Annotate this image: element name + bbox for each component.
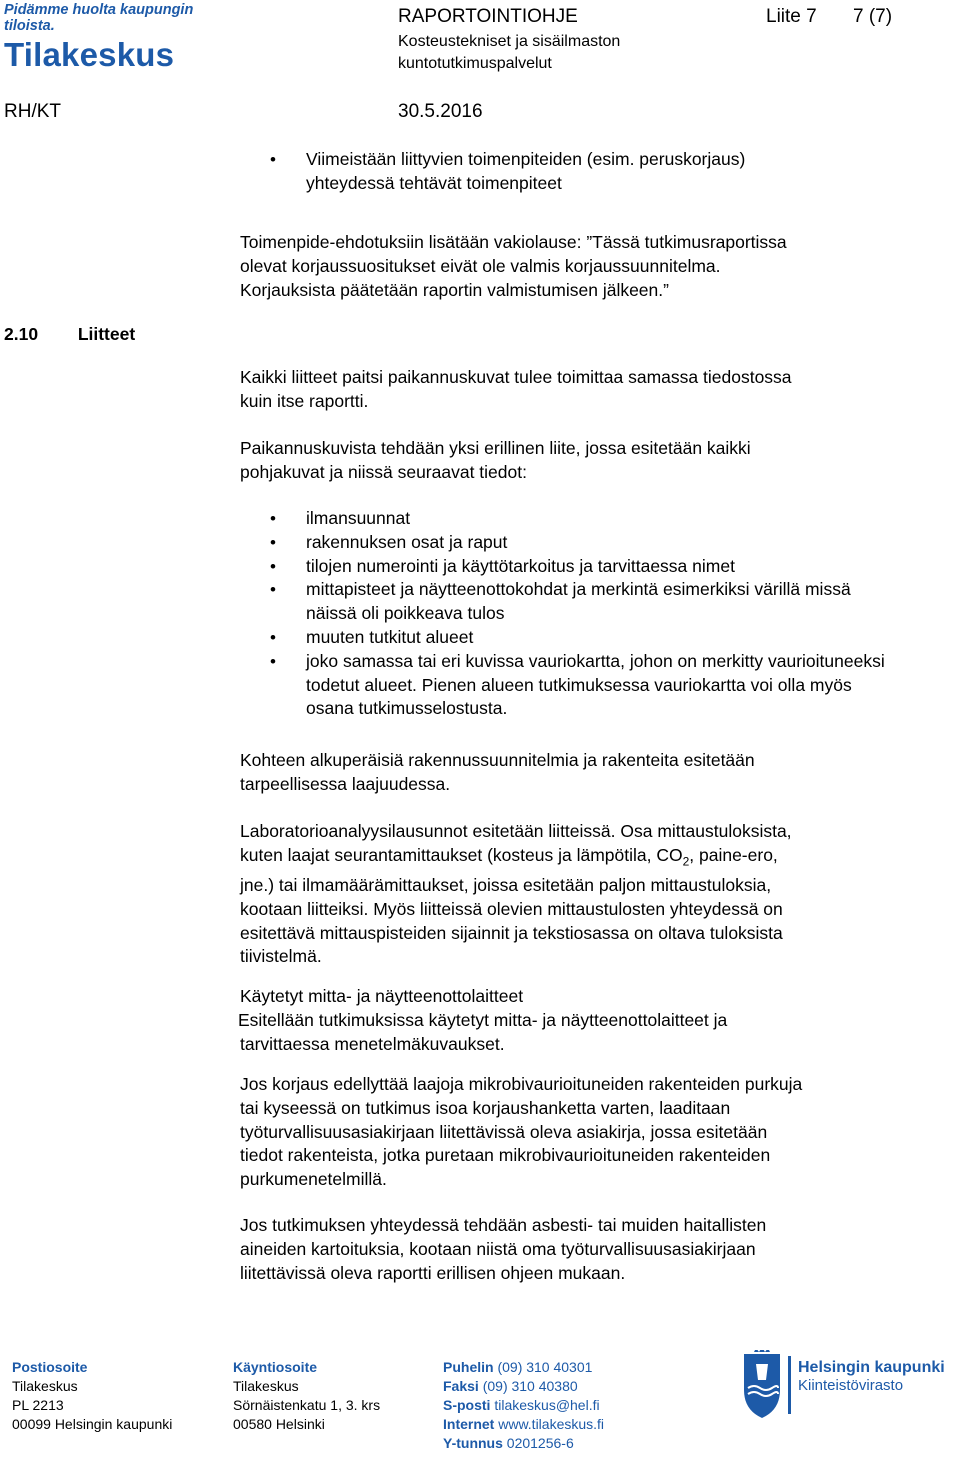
paragraph-kohteen: Kohteen alkuperäisiä rakennussuunnitelmia ja rakenteita esitetään tarpeellisessa laajuudessa.	[240, 750, 755, 794]
footer-contact: Puhelin (09) 310 40301 Faksi (09) 310 40380 S-posti tilakeskus@hel.fi Internet www.tilakeskus.fi Y-tunnus 0201256-6	[443, 1359, 605, 1451]
list-item: • tilojen numerointi ja käyttötarkoitus ja tarvittaessa nimet	[240, 555, 900, 579]
list-item: • mittapisteet ja näytteenottokohdat ja merkintä esimerkiksi värillä missä näissä oli poikkeava tulos	[240, 578, 900, 626]
list-item: • Viimeistään liittyvien toimenpiteiden (esim. peruskorjaus) yhteydessä tehtävät toimenpiteet	[240, 148, 920, 196]
paragraph-kaytetyt: Käytetyt mitta- ja näytteenottolaitteet Esitellään tutkimuksissa käytetyt mitta- ja näytteenottolaitteet ja tarvittaessa menetelmäkuvaukset.	[238, 986, 728, 1054]
paragraph-jos-tutkimuksen: Jos tutkimuksen yhteydessä tehdään asbesti- tai muiden haitallisten aineiden kartoituksia, kootaan niistä oma työturvallisuusasiakirjaan liitettävissä oleva raportti erillisen ohjeen mukaan.	[240, 1215, 767, 1283]
section-number: 2.10	[4, 324, 39, 344]
slogan: Pidämme huolta kaupungin tiloista.	[4, 2, 194, 34]
doc-subtitle-1: Kosteustekniset ja sisäilmaston	[398, 33, 621, 50]
doc-subtitle-2: kuntotutkimuspalvelut	[398, 55, 552, 72]
logo-wordmark: Tilakeskus	[4, 36, 175, 73]
attachment-bullet-list	[240, 507, 900, 721]
paragraph-toimenpide: Toimenpide-ehdotuksiin lisätään vakiolause: ”Tässä tutkimusraportissa olevat korjaussuositukset eivät ole valmis korjaussuunnitelma. Korjauksista päätetään raportin valmistumisen jälkeen.”	[240, 232, 787, 300]
top-bullet-list	[240, 148, 920, 196]
doc-title: RAPORTOINTIOHJE	[398, 6, 578, 27]
section-title: Liitteet	[77, 324, 136, 344]
list-item: • joko samassa tai eri kuvissa vauriokartta, johon on merkitty vaurioituneeksi todetut alueet. Pienen alueen tutkimuksessa vauriokartta voi olla myös osana tutkimusselostusta.	[240, 650, 900, 721]
list-item: • muuten tutkitut alueet	[240, 626, 900, 650]
paragraph-jos-korjaus: Jos korjaus edellyttää laajoja mikrobivaurioituneiden rakenteiden purkuja tai kyseessä on tutkimus isoa korjaushanketta varten, laaditaan työturvallisuusasiakirjaan liitettävissä oleva asiakirja, jossa esitetään tiedot rakenteista, jotka puretaan mikrobivaurioituneiden rakenteiden purkumenetelmillä.	[240, 1074, 803, 1190]
author: RH/KT	[4, 101, 61, 122]
list-item: • rakennuksen osat ja raput	[240, 531, 900, 555]
department-name: Kiinteistövirasto	[798, 1377, 904, 1394]
paragraph-paikannus: Paikannuskuvista tehdään yksi erillinen liite, jossa esitetään kaikki pohjakuvat ja niissä seuraavat tiedot:	[240, 438, 751, 482]
footer-visit: Käyntiosoite Tilakeskus Sörnäistenkatu 1, 3. krs 00580 Helsinki	[233, 1359, 381, 1432]
city-name: Helsingin kaupunki	[798, 1359, 945, 1376]
appendix-label: Liite 7	[766, 6, 817, 27]
section-heading	[4, 324, 135, 345]
footer-postal: Postiosoite Tilakeskus PL 2213 00099 Helsingin kaupunki	[12, 1359, 173, 1432]
helsinki-city-logo	[742, 1350, 952, 1450]
list-item: • ilmansuunnat	[240, 507, 900, 531]
city-crest-icon	[742, 1350, 782, 1420]
paragraph-laboratorio: Laboratorioanalyysilausunnot esitetään liitteissä. Osa mittaustuloksista, kuten laajat seurantamittaukset (kosteus ja lämpötila, $CO_2$, paine-ero, jne.) tai ilmamäärämittaukset, joissa esitetään paljon mittaustuloksia, kootaan liitteiksi. Myös liitteissä olevien mittaustulosten yhteydessä on esitettävä mittauspisteiden sijainnit ja tekstiosassa on oltava tuloksista tiivistelmä.	[240, 821, 792, 967]
page-number: 7 (7)	[853, 6, 893, 27]
doc-date: 30.5.2016	[398, 101, 483, 122]
tilakeskus-logo	[4, 2, 244, 74]
paragraph-kaikki: Kaikki liitteet paitsi paikannuskuvat tulee toimittaa samassa tiedostossa kuin itse raportti.	[240, 367, 792, 411]
